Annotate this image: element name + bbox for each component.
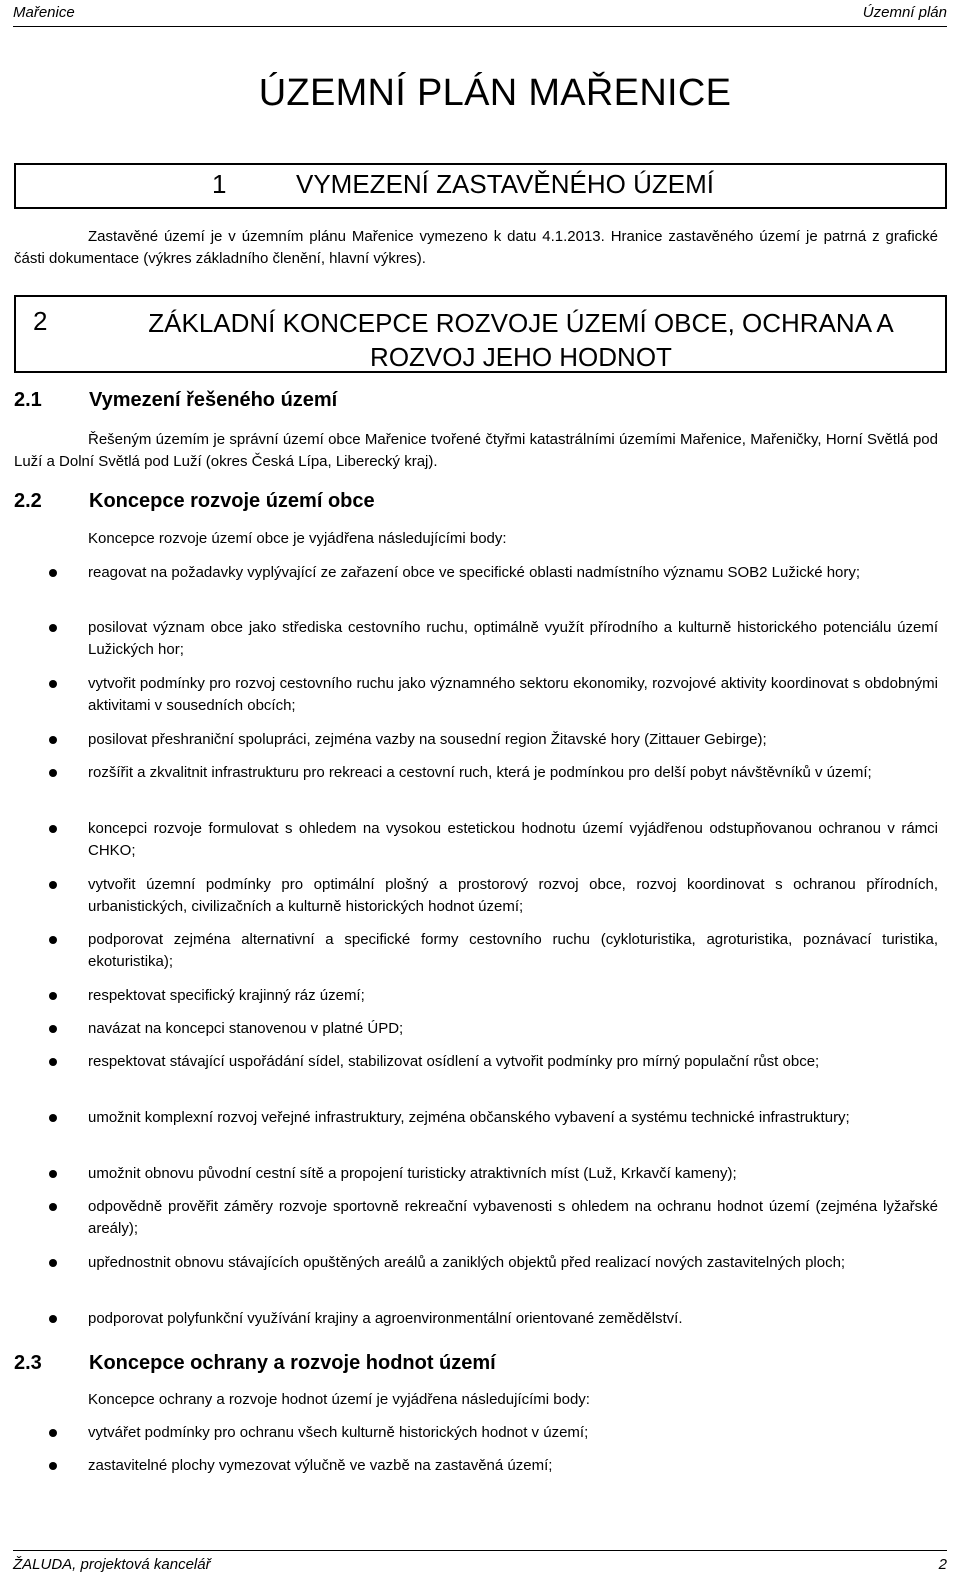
bullet-icon xyxy=(49,1259,57,1267)
bullet-icon xyxy=(49,1025,57,1033)
section-2-heading xyxy=(14,295,947,373)
page-header xyxy=(13,4,947,27)
header-right: Územní plán xyxy=(862,4,947,21)
bullet-icon xyxy=(49,769,57,777)
bullet-icon xyxy=(49,825,57,833)
section-1-heading xyxy=(14,163,947,209)
list-item: reagovat na požadavky vyplývající ze zařazení obce ve specifické oblasti nadmístního významu SOB2 Lužické hory; xyxy=(88,564,861,581)
list-item: respektovat stávající uspořádání sídel, stabilizovat osídlení a vytvořit podmínky pro mírný populační růst obce; xyxy=(88,1053,820,1070)
bullet-icon xyxy=(49,992,57,1000)
section-2-3-heading xyxy=(14,1352,496,1375)
section-2-1-heading xyxy=(14,389,337,412)
list-item: umožnit komplexní rozvoj veřejné infrastruktury, zejména občanského vybavení a systému technické infrastruktury; xyxy=(88,1109,850,1126)
list-item: vytvořit územní podmínky pro optimální plošný a prostorový rozvoj obce, rozvoj koordinovat s ochranou přírodních, urbanistických, civilizačních a kulturně historických hodnot území; xyxy=(88,876,938,915)
section-1-text: Zastavěné území je v územním plánu Mařenice vymezeno k datu 4.1.2013. Hranice zastavěného území je patrná z grafické části dokumentace (výkres základního členění, hlavní výkres). xyxy=(14,228,938,267)
bullet-icon xyxy=(49,936,57,944)
section-2-number: 2 xyxy=(33,306,48,336)
list-item: posilovat přeshraniční spolupráci, zejména vazby na sousední region Žitavské hory (Zittauer Gebirge); xyxy=(88,731,767,748)
section-2-2-intro: Koncepce rozvoje území obce je vyjádřena následujícími body: xyxy=(88,530,507,547)
footer-left: ŽALUDA, projektová kancelář xyxy=(13,1556,211,1573)
list-item: vytvářet podmínky pro ochranu všech kulturně historických hodnot v území; xyxy=(88,1424,589,1441)
bullet-icon xyxy=(49,569,57,577)
section-1-number: 1 xyxy=(212,169,227,199)
list-item: umožnit obnovu původní cestní sítě a propojení turisticky atraktivních míst (Luž, Krkavčí kameny); xyxy=(88,1165,737,1182)
section-2-3-number: 2.3 xyxy=(14,1352,42,1374)
section-2-1-text: Řešeným územím je správní území obce Mařenice tvořené čtyřmi katastrálními územími Mařenice, Mařeničky, Horní Světlá pod Luží a Dolní Světlá pod Luží (okres Česká Lípa, Liberecký kraj). xyxy=(14,431,938,470)
section-2-title xyxy=(106,306,936,374)
section-2-2-title: Koncepce rozvoje území obce xyxy=(89,490,375,512)
section-2-3-title: Koncepce ochrany a rozvoje hodnot území xyxy=(89,1352,496,1374)
list-item: rozšířit a zkvalitnit infrastrukturu pro rekreaci a cestovní ruch, která je podmínkou pro delší pobyt návštěvníků v území; xyxy=(88,764,872,781)
list-item: respektovat specifický krajinný ráz území; xyxy=(88,987,365,1004)
bullet-icon xyxy=(49,1429,57,1437)
page-footer xyxy=(13,1550,947,1579)
bullet-icon xyxy=(49,736,57,744)
section-2-2-heading xyxy=(14,490,375,513)
page-number: 2 xyxy=(938,1556,947,1573)
bullet-icon xyxy=(49,624,57,632)
bullet-icon xyxy=(49,1170,57,1178)
list-item: zastavitelné plochy vymezovat výlučně ve vazbě na zastavěná území; xyxy=(88,1457,553,1474)
section-2-1-title: Vymezení řešeného území xyxy=(89,389,338,411)
bullet-icon xyxy=(49,1315,57,1323)
list-item: upřednostnit obnovu stávajících opuštěných areálů a zaniklých objektů před realizací nových zastavitelných ploch; xyxy=(88,1254,846,1271)
list-item: posilovat význam obce jako střediska cestovního ruchu, optimálně využít přírodního a kulturně historického potenciálu území Lužických hor; xyxy=(88,619,938,658)
section-2-title-line-1: ZÁKLADNÍ KONCEPCE ROZVOJE ÚZEMÍ OBCE, OCHRANA A xyxy=(148,308,894,338)
list-item: koncepci rozvoje formulovat s ohledem na vysokou estetickou hodnotu území vyjádřenou odstupňovanou ochranou v rámci CHKO; xyxy=(88,820,938,859)
header-left: Mařenice xyxy=(13,4,75,21)
section-2-2-number: 2.2 xyxy=(14,490,42,512)
bullet-icon xyxy=(49,680,57,688)
bullet-icon xyxy=(49,1462,57,1470)
bullet-icon xyxy=(49,1203,57,1211)
list-item: odpovědně prověřit záměry rozvoje sportovně rekreační vybavenosti s ohledem na ochranu hodnot území (zejména lyžařské areály); xyxy=(88,1198,938,1237)
bullet-icon xyxy=(49,1114,57,1122)
document-title: ÚZEMNÍ PLÁN MAŘENICE xyxy=(258,72,732,114)
bullet-icon xyxy=(49,881,57,889)
list-item: podporovat polyfunkční využívání krajiny a agroenvironmentální orientované zemědělství. xyxy=(88,1310,683,1327)
list-item: podporovat zejména alternativní a specifické formy cestovního ruchu (cykloturistika, agroturistika, poznávací turistika, ekoturistika); xyxy=(88,931,938,970)
section-1-title: VYMEZENÍ ZASTAVĚNÉHO ÚZEMÍ xyxy=(296,169,714,199)
list-item: navázat na koncepci stanovenou v platné ÚPD; xyxy=(88,1020,404,1037)
section-2-title-line-2: ROZVOJ JEHO HODNOT xyxy=(370,342,672,372)
list-item: vytvořit podmínky pro rozvoj cestovního ruchu jako významného sektoru ekonomiky, rozvojové aktivity koordinovat s obdobnými aktivitami v sousedních obcích; xyxy=(88,675,938,714)
section-2-3-intro: Koncepce ochrany a rozvoje hodnot území je vyjádřena následujícími body: xyxy=(88,1391,590,1408)
section-2-1-number: 2.1 xyxy=(14,389,42,411)
bullet-icon xyxy=(49,1058,57,1066)
